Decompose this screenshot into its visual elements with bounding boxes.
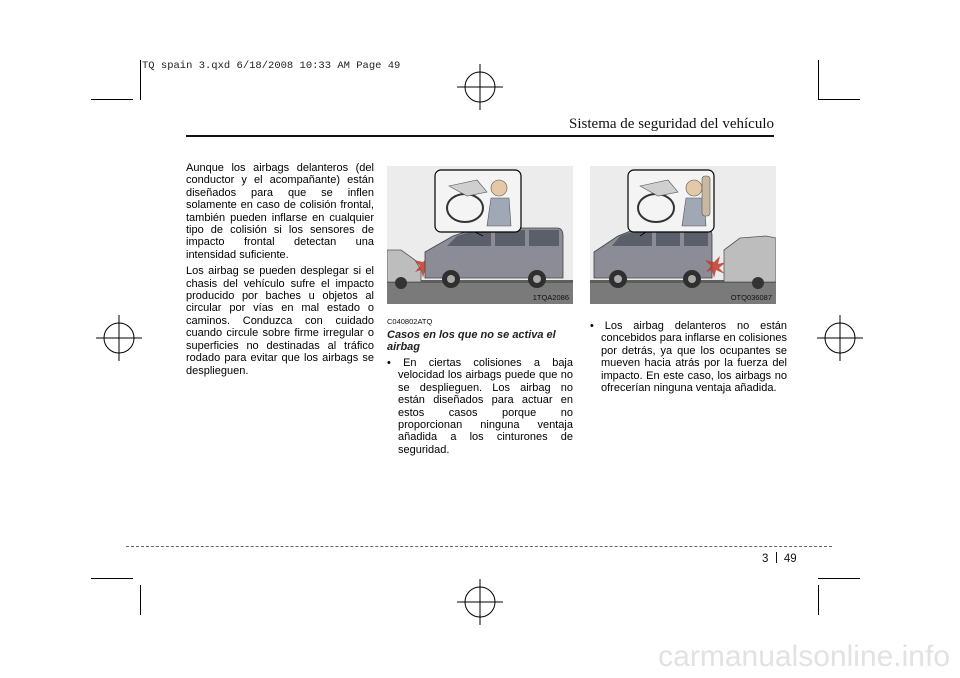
section-heading: Casos en los que no se activa el airbag (387, 329, 556, 353)
registration-mark-icon (94, 313, 144, 363)
crop-mark (818, 585, 819, 615)
crop-mark (91, 578, 133, 579)
section-code: C040802ATQ (387, 317, 433, 326)
page-title: Sistema de seguridad del vehículo (569, 116, 774, 132)
footer-dashed-rule (126, 546, 832, 547)
watermark[interactable]: carmanualsonline.info (658, 640, 950, 673)
registration-mark-icon (455, 62, 505, 112)
file-header: TQ spain 3.qxd 6/18/2008 10:33 AM Page 49 (142, 60, 401, 72)
crop-mark (91, 99, 133, 100)
registration-mark-icon (815, 313, 865, 363)
column-1-text (186, 162, 374, 381)
crop-mark (818, 99, 860, 100)
paragraph: Aunque los airbags delanteros (del conductor y el acompañante) están diseñados para que se inflen solamente en caso de colisión frontal, también pueden inflarse en cualquier tipo de colisión si los sensores de impacto frontal detectan una intensidad suficiente. (186, 162, 374, 261)
figure-front-collision (387, 166, 573, 304)
header-rule (186, 135, 774, 137)
crop-mark (818, 578, 860, 579)
crop-mark (818, 60, 819, 100)
page-number-divider (776, 552, 777, 563)
rear-collision-illustration-icon (590, 166, 776, 304)
page-number (762, 552, 797, 565)
chapter-number: 3 (762, 553, 769, 565)
figure-code: 1TQA2086 (532, 293, 569, 302)
crop-mark (140, 585, 141, 615)
crop-mark (140, 60, 141, 100)
bullet-item: • Los airbag delanteros no están concebidos para inflarse en colisiones por detrás, ya que los ocupantes se mueven hacia atrás por la fuerza del impacto. En este caso, los airbags no ofrecerían ninguna ventaja añadida. (590, 320, 787, 395)
registration-mark-icon (455, 577, 505, 627)
bullet-item: • En ciertas colisiones a baja velocidad los airbags puede que no se desplieguen. Los airbag no están diseñados para actuar en estos casos porque no proporcionan ninguna ventaja añadida a los cinturones de seguridad. (387, 357, 573, 456)
page-number-value: 49 (783, 553, 797, 565)
front-collision-illustration-icon (387, 166, 573, 304)
figure-code: OTQ036087 (730, 293, 772, 302)
figure-rear-collision (590, 166, 776, 304)
paragraph: Los airbag se pueden desplegar si el chasis del vehículo sufre el impacto producido por baches u objetos al circular por vías en mal estado o caminos. Conduzca con cuidado cuando circule sobre firme irregular o superficies no destinadas al tráfico rodado para evitar que los airbags se desplieguen. (186, 265, 374, 377)
section-airbag-not-deploy (387, 317, 573, 456)
